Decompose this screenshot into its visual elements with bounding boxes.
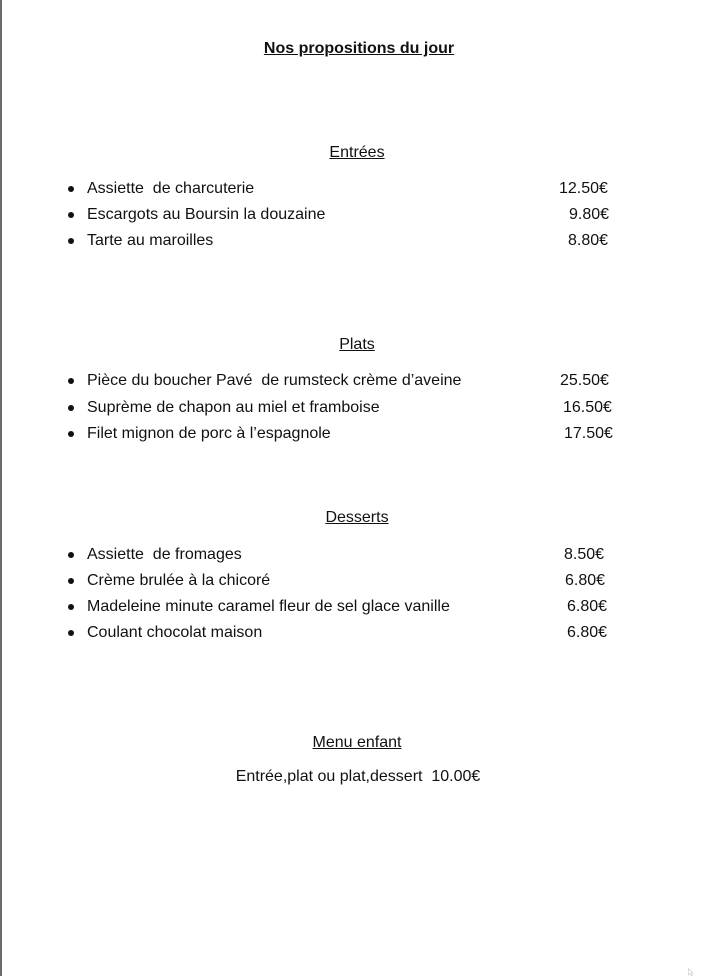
bullet-icon [68,630,74,636]
bullet-icon [68,431,74,437]
bullet-icon [68,186,74,192]
item-name: Escargots au Boursin la douzaine [87,206,326,223]
menu-item [2,397,710,419]
menu-item [2,178,710,200]
item-name: Filet mignon de porc à l’espagnole [87,425,331,442]
item-name: Madeleine minute caramel fleur de sel glace vanille [87,598,450,615]
menu-item [2,596,710,618]
item-price: 9.80€ [569,206,610,223]
kids-menu-description: Entrée,plat ou plat,dessert 10.00€ [235,768,481,785]
menu-item [2,544,710,566]
bullet-icon [68,578,74,584]
item-name: Assiette de charcuterie [87,180,255,197]
item-price: 6.80€ [567,624,608,641]
item-price: 6.80€ [567,598,608,615]
bullet-icon [68,405,74,411]
item-price: 25.50€ [560,372,609,389]
item-name: Tarte au maroilles [87,232,214,249]
menu-item [2,370,710,392]
page-title: Nos propositions du jour [263,40,455,57]
item-price: 8.50€ [564,546,605,563]
section-heading-kids-menu: Menu enfant [312,734,402,751]
item-price: 8.80€ [568,232,609,249]
bullet-icon [68,552,74,558]
item-price: 17.50€ [564,425,613,442]
document-page [2,0,710,976]
menu-item [2,204,710,226]
menu-item [2,230,710,252]
section-heading-entrees: Entrées [329,144,385,161]
item-name: Suprème de chapon au miel et framboise [87,399,380,416]
menu-item [2,570,710,592]
mouse-cursor-icon [688,968,694,976]
bullet-icon [68,238,74,244]
bullet-icon [68,212,74,218]
menu-item [2,622,710,644]
item-name: Pièce du boucher Pavé de rumsteck crème d’aveine [87,372,462,389]
bullet-icon [68,604,74,610]
item-price: 6.80€ [565,572,606,589]
item-price: 12.50€ [559,180,608,197]
menu-item [2,423,710,445]
item-name: Assiette de fromages [87,546,242,563]
item-price: 16.50€ [563,399,612,416]
item-name: Crème brulée à la chicoré [87,572,271,589]
item-name: Coulant chocolat maison [87,624,263,641]
bullet-icon [68,378,74,384]
section-heading-plats: Plats [339,336,375,353]
section-heading-desserts: Desserts [325,509,389,526]
